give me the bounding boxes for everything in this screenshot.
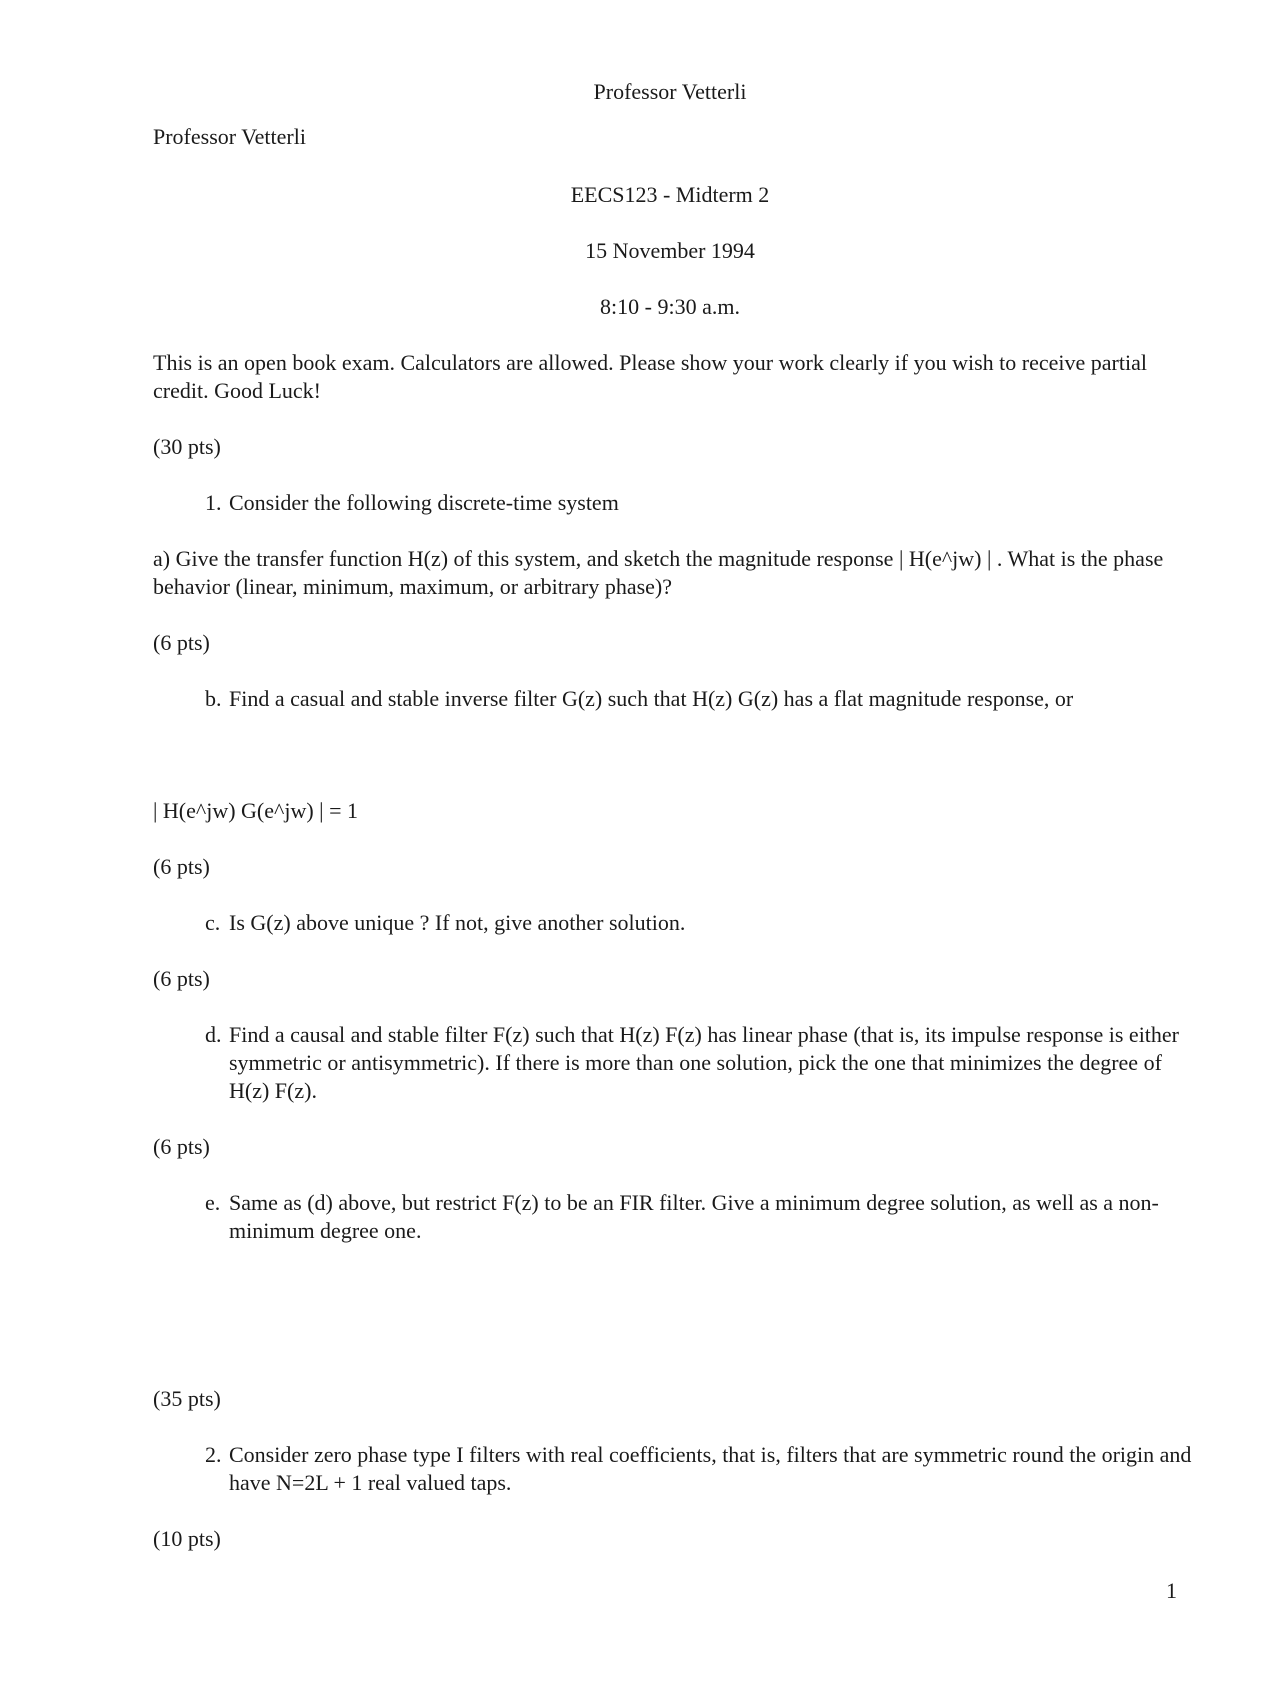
running-head: Professor Vetterli: [593, 79, 747, 104]
problem1-part-e: [205, 1189, 1200, 1245]
problem2-number: 2.: [205, 1442, 222, 1467]
part-d-points: (6 pts): [153, 966, 210, 991]
course-title: EECS123 - Midterm 2: [570, 182, 770, 207]
problem1-part-d: [205, 1021, 1200, 1105]
problem1-part-b: [205, 685, 1200, 713]
part-d-label: d.: [205, 1022, 222, 1047]
part-c-points: (6 pts): [153, 854, 210, 879]
part-e-label: e.: [205, 1190, 221, 1215]
exam-time: 8:10 - 9:30 a.m.: [600, 294, 740, 319]
problem2-sub-points: (10 pts): [153, 1526, 221, 1551]
part-c-label: c.: [205, 910, 221, 935]
problem1-points: (30 pts): [153, 434, 221, 459]
problem2-points: (35 pts): [153, 1386, 221, 1411]
problem2-text: Consider zero phase type I filters with real coefficients, that is, filters that are symmetric round the origin and have N=2L + 1 real valued taps.: [229, 1442, 1192, 1495]
part-b-points: (6 pts): [153, 630, 210, 655]
flat-magnitude-equation: | H(e^jw) G(e^jw) | = 1: [153, 798, 358, 823]
instructions: This is an open book exam. Calculators are allowed. Please show your work clearly if you wish to receive partial credit. Good Luck!: [153, 350, 1147, 403]
part-d-text: Find a causal and stable filter F(z) such that H(z) F(z) has linear phase (that is, its impulse response is either symmetric or antisymmetric). If there is more than one solution, pick the one that minimizes the degree of H(z) F(z).: [229, 1022, 1180, 1103]
part-b-label: b.: [205, 686, 222, 711]
exam-date: 15 November 1994: [585, 238, 755, 263]
part-e-text: Same as (d) above, but restrict F(z) to be an FIR filter. Give a minimum degree solution, as well as a non-minimum degree one.: [229, 1190, 1159, 1243]
part-c-text: Is G(z) above unique ? If not, give another solution.: [229, 910, 686, 935]
problem1-part-a: a) Give the transfer function H(z) of this system, and sketch the magnitude response | H(e^jw) | . What is the phase behavior (linear, minimum, maximum, or arbitrary phase)?: [153, 546, 1164, 599]
problem1-number: 1.: [205, 490, 222, 515]
problem2-statement: [205, 1441, 1200, 1497]
page-number: 1: [1166, 1578, 1177, 1603]
problem1-text: Consider the following discrete-time system: [229, 490, 619, 515]
author-line: Professor Vetterli: [153, 124, 306, 149]
problem1-statement: [205, 489, 1200, 517]
problem1-part-c: [205, 909, 1200, 937]
part-b-text: Find a casual and stable inverse filter G(z) such that H(z) G(z) has a flat magnitude response, or: [229, 686, 1074, 711]
part-e-points: (6 pts): [153, 1134, 210, 1159]
